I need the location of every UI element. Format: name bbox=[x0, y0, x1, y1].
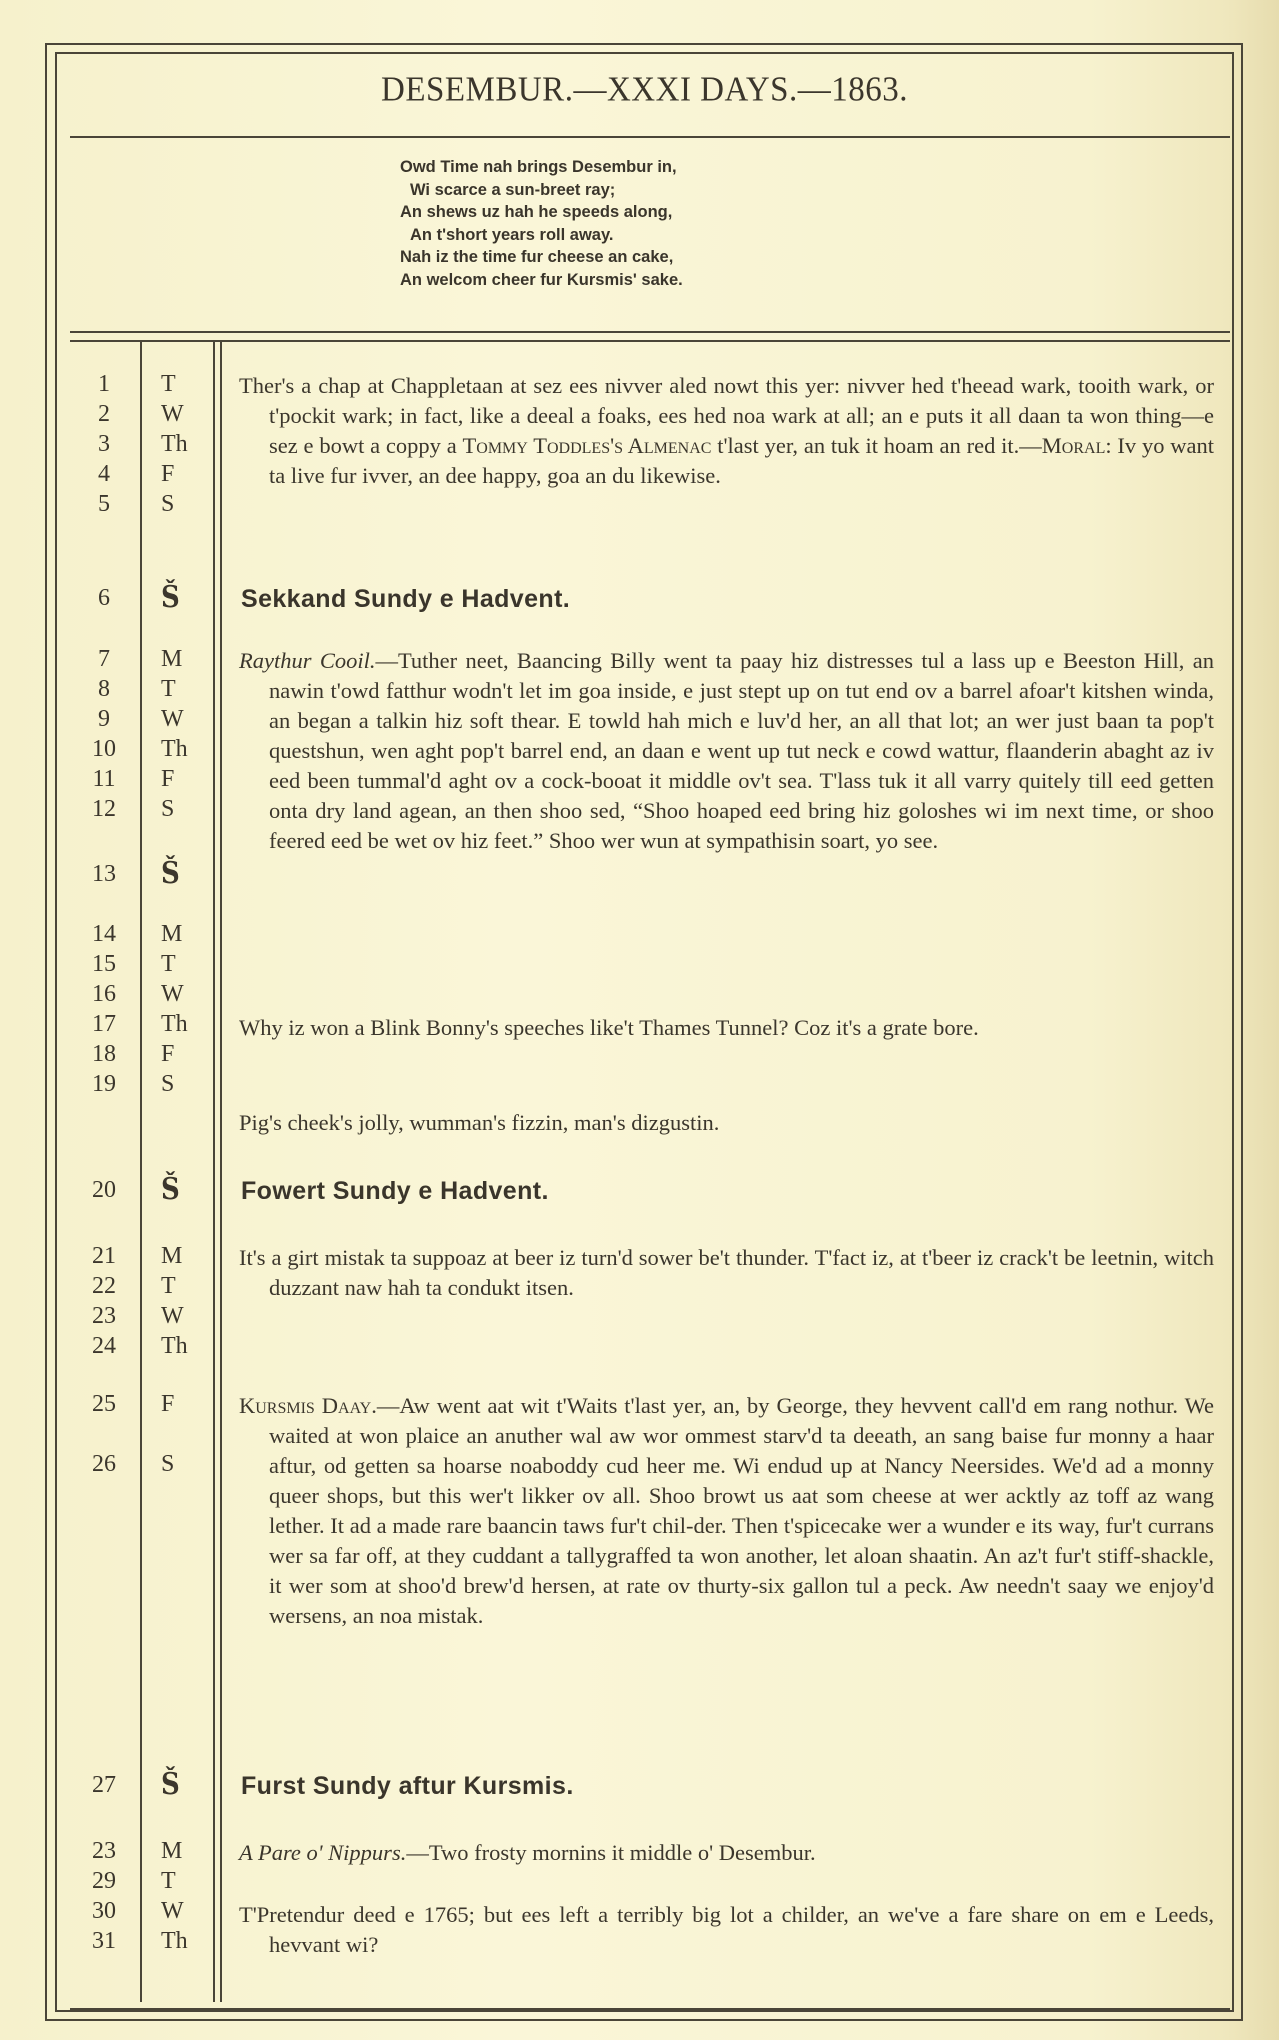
page-title: DESEMBUR.—XXXI DAYS.—1863. bbox=[381, 71, 908, 109]
day-of-week: S bbox=[161, 796, 175, 822]
day-of-week: T bbox=[161, 1273, 176, 1299]
almanac-title: Tommy Toddles's Almenac bbox=[462, 433, 712, 458]
day-number: 20 bbox=[92, 1177, 116, 1203]
day-of-week: T bbox=[161, 1868, 176, 1894]
sunday-heading-advent-2: Sekkand Sundy e Hadvent. bbox=[241, 585, 571, 613]
day-of-week: T bbox=[161, 951, 176, 977]
entry-chappletaan: Ther's a chap at Chappletaan at sez ees nivver aled nowt this yer: nivver hed t'heead wark, tooith wark, or t'pockit wark; in fact, like a deeal a foaks, ees hed noa wark at all; an e puts it all daan ta won thing—e sez e bowt a coppy a Tommy Toddles's Almenac t'last yer, an tuk it hoam an red it.—Moral: Iv yo want ta live fur ivver, an dee happy, goa an du likewise. bbox=[239, 373, 1214, 488]
day-number: 3 bbox=[98, 431, 110, 457]
verse-line: An t'short years roll away. bbox=[410, 225, 614, 244]
entry-kursmis-daay: Kursmis Daay.—Aw went aat wit t'Waits t'last yer, an, by George, they hevvent call'd em rang nothur. We waited at won plaice an anuther wal aw wor ommest starv'd ta deeath, an sang baise fur monny a haar aftur, od getten sa hoarse noaboddy cud heer me. Wi endud up at Nancy Neersides. We'd ad a monny queer shops, but this wer't likker ov all. Shoo browt us aat som cheese at wer acktly az toff az wang lether. It ad a made rare baancin taws fur't chil-der. Then t'spicecake wer a wunder e its way, fur't currans wer sa far off, at they cuddant a tallygraffed ta won another, let aloan shaatin. An az't fur't stiff-shackle, it wer som at shoo'd brew'd hersen, at rate ov thurty-six gallon tul a peck. Aw needn't saay we enjoy'd wersens, an noa mistak. bbox=[239, 1393, 1214, 1628]
entry-thames-tunnel: Why iz won a Blink Bonny's speeches like't Thames Tunnel? Coz it's a grate bore. bbox=[239, 1015, 979, 1040]
day-number: 16 bbox=[92, 981, 116, 1007]
day-of-week: S bbox=[161, 491, 175, 517]
entry-beer-thunder: It's a girt mistak ta suppoaz at beer iz turn'd sower be't thunder. T'fact iz, at t'beer iz crack't be leetnin, witch duzzant naw hah ta condukt itsen. bbox=[239, 1245, 1214, 1300]
day-of-week: Th bbox=[161, 431, 188, 457]
day-number: 31 bbox=[92, 1928, 116, 1954]
entry-label: A Pare o' Nippurs. bbox=[239, 1840, 407, 1865]
verse-line: Wi scarce a sun-breet ray; bbox=[410, 180, 616, 199]
sunday-symbol-icon: Š bbox=[161, 856, 180, 892]
day-of-week: F bbox=[161, 766, 175, 792]
day-of-week: Th bbox=[161, 1011, 188, 1037]
verse-line: Owd Time nah brings Desembur in, bbox=[400, 158, 677, 176]
title-rule bbox=[70, 136, 1230, 138]
day-number: 12 bbox=[92, 796, 116, 822]
day-number: 21 bbox=[92, 1243, 116, 1269]
day-of-week: W bbox=[161, 401, 184, 427]
verse-rule-top bbox=[70, 331, 1230, 333]
day-number: 29 bbox=[92, 1868, 116, 1894]
day-number: 7 bbox=[98, 646, 110, 672]
column-divider-date bbox=[140, 342, 142, 2002]
column-divider-dow-2 bbox=[220, 342, 222, 2002]
day-number: 25 bbox=[92, 1391, 116, 1417]
entry-pare-o-nippurs: A Pare o' Nippurs.—Two frosty mornins it middle o' Desembur. bbox=[239, 1840, 816, 1865]
entry-raythur-cooil: Raythur Cooil.—Tuther neet, Baancing Billy went ta paay hiz distresses tul a lass up e Beeston Hill, an nawin t'owd fatthur wodn't let im goa inside, e just stept up on tut end ov a barrel afoar't kitshen winda, an began a talkin hiz soft thear. E towld hah mich e luv'd her, an all that lot; an wer just baan ta pop't questshun, wen aght pop't barrel end, an daan e went up tut neck e cowd wattur, flaanderin abaght az iv eed been tummal'd aght ov a cock-booat it middle ov't sea. T'lass tuk it all varry quitely till eed getten onta dry land agean, an then shoo sed, “Shoo hoaped eed bring hiz goloshes wi im next time, or shoo feered eed be wet ov hiz feet.” Shoo wer wun at sympathisin soart, yo see. bbox=[239, 648, 1214, 853]
entry-pigs-cheek: Pig's cheek's jolly, wumman's fizzin, man's dizgustin. bbox=[239, 1110, 720, 1135]
day-number: 1 bbox=[98, 371, 110, 397]
day-of-week: Th bbox=[161, 736, 188, 762]
sunday-symbol-icon: Š bbox=[161, 1172, 180, 1208]
entry-label: Kursmis Daay. bbox=[239, 1393, 377, 1418]
bottom-rule-inner bbox=[70, 2008, 1230, 2010]
day-number: 30 bbox=[92, 1898, 116, 1924]
sunday-symbol-icon: Š bbox=[161, 1767, 180, 1803]
entry-label: Raythur Cooil. bbox=[239, 648, 376, 673]
moral-label: Moral bbox=[1041, 433, 1106, 458]
day-number: 13 bbox=[92, 861, 116, 887]
day-of-week: M bbox=[161, 1838, 183, 1864]
sunday-icon bbox=[145, 580, 211, 616]
day-of-week: T bbox=[161, 676, 176, 702]
sunday-icon bbox=[145, 1172, 211, 1208]
day-number: 17 bbox=[92, 1011, 116, 1037]
day-number: 23 bbox=[92, 1838, 116, 1864]
sunday-icon bbox=[145, 1767, 211, 1803]
day-of-week: S bbox=[161, 1451, 175, 1477]
day-of-week: W bbox=[161, 1898, 184, 1924]
day-number: 4 bbox=[98, 461, 110, 487]
day-number: 2 bbox=[98, 401, 110, 427]
day-number: 8 bbox=[98, 676, 110, 702]
entry-pretendur: T'Pretendur deed e 1765; but ees left a terribly big lot a childer, an we've a fare share on em e Leeds, hevvant wi? bbox=[239, 1902, 1214, 1957]
day-of-week: M bbox=[161, 646, 183, 672]
day-of-week: W bbox=[161, 981, 184, 1007]
column-divider-dow-1 bbox=[213, 342, 215, 2002]
day-of-week: W bbox=[161, 706, 184, 732]
day-number: 9 bbox=[98, 706, 110, 732]
day-number: 15 bbox=[92, 951, 116, 977]
day-of-week: W bbox=[161, 1303, 184, 1329]
day-of-week: S bbox=[161, 1071, 175, 1097]
day-number: 14 bbox=[92, 921, 116, 947]
verse-line: An shews uz hah he speeds along, bbox=[400, 203, 673, 221]
day-number: 23 bbox=[92, 1303, 116, 1329]
day-number: 27 bbox=[92, 1772, 116, 1798]
day-number: 11 bbox=[92, 766, 116, 792]
day-number: 5 bbox=[98, 491, 110, 517]
day-of-week: Th bbox=[161, 1928, 188, 1954]
day-of-week: Th bbox=[161, 1333, 188, 1359]
day-of-week: T bbox=[161, 371, 176, 397]
day-of-week: M bbox=[161, 921, 183, 947]
verse-line: Nah iz the time fur cheese an cake, bbox=[400, 248, 674, 266]
sunday-icon bbox=[145, 856, 211, 892]
day-number: 24 bbox=[92, 1333, 116, 1359]
day-of-week: F bbox=[161, 1041, 175, 1067]
day-of-week: F bbox=[161, 1391, 175, 1417]
day-number: 6 bbox=[98, 585, 110, 611]
day-number: 19 bbox=[92, 1071, 116, 1097]
day-number: 18 bbox=[92, 1041, 116, 1067]
sunday-symbol-icon: Š bbox=[161, 580, 180, 616]
day-number: 10 bbox=[92, 736, 116, 762]
verse-line: An welcom cheer fur Kursmis' sake. bbox=[400, 270, 683, 289]
sunday-heading-advent-4: Fowert Sundy e Hadvent. bbox=[241, 1177, 549, 1205]
verse-rule-bottom bbox=[70, 340, 1230, 342]
day-number: 26 bbox=[92, 1451, 116, 1477]
day-of-week: F bbox=[161, 461, 175, 487]
verse bbox=[400, 156, 900, 291]
sunday-heading-after-christmas: Furst Sundy aftur Kursmis. bbox=[241, 1772, 574, 1800]
day-of-week: M bbox=[161, 1243, 183, 1269]
day-number: 22 bbox=[92, 1273, 116, 1299]
